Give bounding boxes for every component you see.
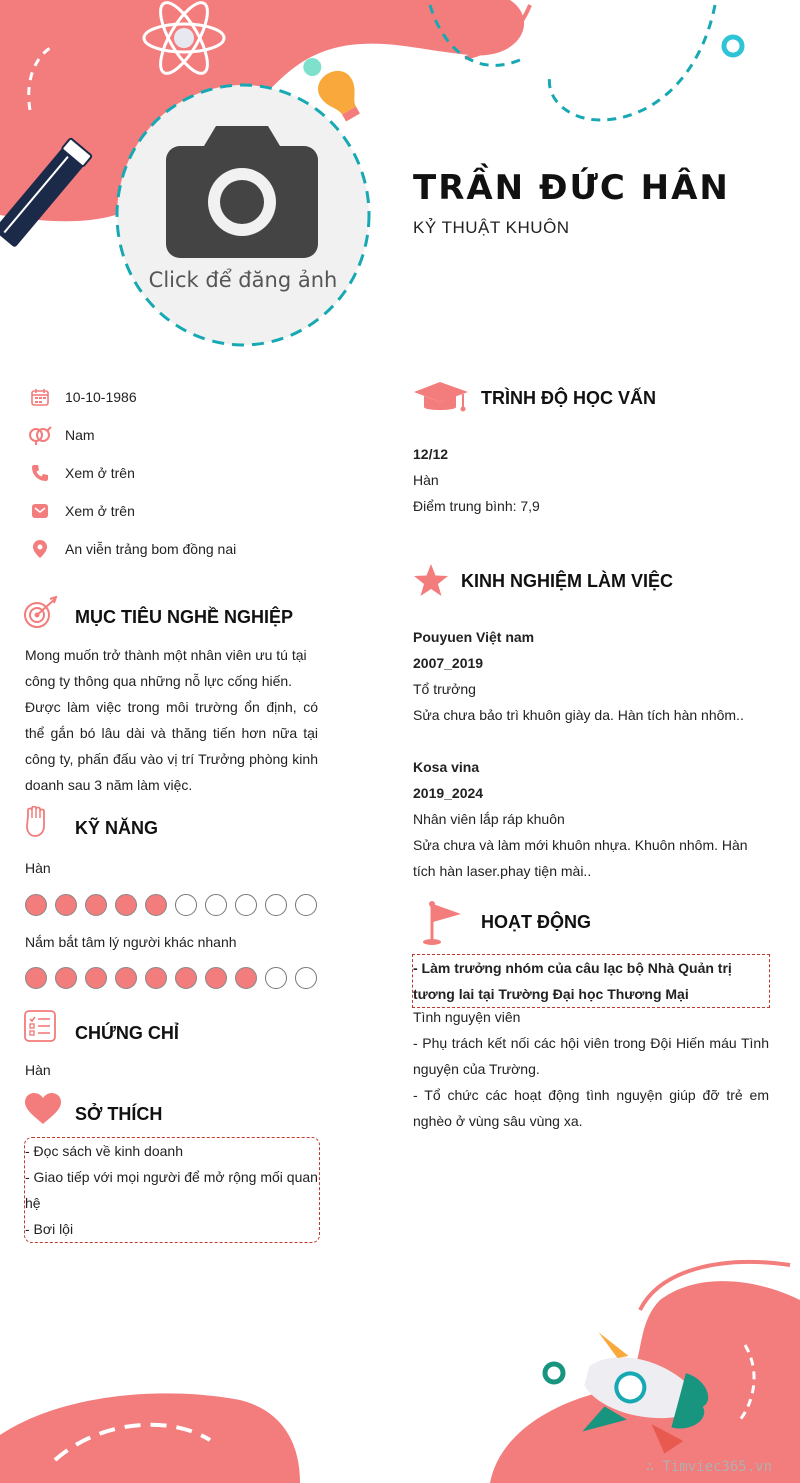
- activities-title: HOẠT ĐỘNG: [481, 912, 591, 932]
- hobby-item: - Đọc sách về kinh doanh: [25, 1143, 183, 1159]
- activity-highlight[interactable]: - Làm trưởng nhóm của câu lạc bộ Nhà Quản trị tương lai tại Trường Đại học Thương Mại: [412, 954, 770, 1008]
- fist-icon: [24, 806, 48, 838]
- objective-title: MỤC TIÊU NGHỀ NGHIỆP: [75, 607, 294, 627]
- objective-line-1: Mong muốn trở thành một nhân viên ưu tú tại: [25, 647, 307, 663]
- job-period: 2007_2019: [413, 655, 484, 671]
- skill-dot: [85, 967, 107, 989]
- birthday-value: 10-10-1986: [65, 389, 137, 405]
- checklist-icon: [24, 1010, 56, 1042]
- profile-photo-upload[interactable]: [112, 82, 374, 348]
- graduation-cap-icon: [413, 380, 469, 414]
- flag-icon: [418, 900, 464, 946]
- skill-dot: [145, 894, 167, 916]
- location-pin-icon: [28, 538, 52, 560]
- hobby-item: - Bơi lội: [25, 1221, 74, 1237]
- gender-icon: [28, 424, 52, 446]
- email-icon: [28, 500, 52, 522]
- candidate-name: TRẦN ĐỨC HÂN: [413, 168, 730, 208]
- objective-paragraph-2: Được làm việc trong môi trường ổn định, có thể gắn bó lâu dài và thăng tiến hơn nữa tại công ty, phấn đấu vào vị trí Trưởng phòng kinh doanh sau 3 năm làm việc.: [25, 699, 318, 793]
- skill-dot: [295, 967, 317, 989]
- skill-dot: [55, 894, 77, 916]
- job-position: Tổ trưởng: [413, 681, 476, 697]
- contact-address: [28, 538, 236, 560]
- skill-dot: [115, 967, 137, 989]
- job-period: 2019_2024: [413, 785, 484, 801]
- address-value: An viễn trảng bom đồng nai: [65, 541, 237, 557]
- watermark: ∴ Timviec365.vn: [645, 1459, 772, 1475]
- hobby-item: - Giao tiếp với mọi người để mở rộng mối quan hệ: [25, 1169, 318, 1211]
- phone-value: Xem ở trên: [65, 465, 135, 481]
- education-entry: [413, 441, 773, 519]
- job-description: Sửa chưa và làm mới khuôn nhựa. Khuôn nhôm. Hàn tích hàn laser.phay tiện mài..: [413, 837, 748, 879]
- phone-icon: [28, 462, 52, 484]
- activities-details: [413, 1004, 769, 1134]
- heart-icon: [24, 1092, 62, 1126]
- skill-dot: [265, 894, 287, 916]
- skill-rating-2: [25, 967, 325, 989]
- objective-text: [25, 642, 318, 798]
- email-value: Xem ở trên: [65, 503, 135, 519]
- skills-title: KỸ NĂNG: [75, 818, 159, 838]
- hobbies-title: SỞ THÍCH: [75, 1104, 163, 1124]
- contact-phone: [28, 462, 135, 484]
- education-period: 12/12: [413, 446, 449, 462]
- skill-name-1: Hàn: [25, 860, 51, 876]
- skill-name-2: Nắm bắt tâm lý người khác nhanh: [25, 934, 237, 950]
- hobbies-list[interactable]: [24, 1137, 320, 1243]
- experience-job-2: [413, 754, 769, 884]
- objective-line-2: công ty thông qua những nỗ lực cống hiến.: [25, 673, 293, 689]
- skill-dot: [295, 894, 317, 916]
- job-description: Sửa chưa bảo trì khuôn giày da. Hàn tích hàn nhôm..: [413, 707, 744, 723]
- skill-dot: [145, 967, 167, 989]
- job-position: Nhân viên lắp ráp khuôn: [413, 811, 565, 827]
- experience-job-1: [413, 624, 769, 728]
- calendar-icon: [28, 386, 52, 408]
- experience-title: KINH NGHIỆM LÀM VIỆC: [461, 571, 674, 591]
- job-company: Pouyuen Việt nam: [413, 629, 535, 645]
- photo-upload-label: Click để đăng ảnh: [148, 268, 338, 292]
- skill-dot: [25, 894, 47, 916]
- contact-birthday: [28, 386, 137, 408]
- skill-dot: [235, 894, 257, 916]
- certificate-item: Hàn: [25, 1062, 51, 1078]
- activity-line: - Phụ trách kết nối các hội viên trong Đội Hiến máu Tình nguyện của Trường.: [413, 1035, 769, 1077]
- education-gpa: Điểm trung bình: 7,9: [413, 498, 540, 514]
- job-title: KỶ THUẬT KHUÔN: [413, 218, 570, 237]
- skill-rating-1: [25, 894, 325, 916]
- skill-dot: [175, 894, 197, 916]
- star-icon: [413, 563, 449, 597]
- skill-dot: [235, 967, 257, 989]
- skill-dot: [55, 967, 77, 989]
- job-company: Kosa vina: [413, 759, 480, 775]
- contact-gender: [28, 424, 95, 446]
- activity-line: Tình nguyện viên: [413, 1009, 521, 1025]
- activity-line: - Tổ chức các hoạt động tình nguyện giúp đỡ trẻ em nghèo ở vùng sâu vùng xa.: [413, 1087, 769, 1129]
- education-title: TRÌNH ĐỘ HỌC VẤN: [481, 388, 656, 408]
- education-major: Hàn: [413, 472, 439, 488]
- target-icon: [22, 596, 60, 630]
- skill-dot: [175, 967, 197, 989]
- contact-email: [28, 500, 135, 522]
- gender-value: Nam: [65, 427, 95, 443]
- skill-dot: [265, 967, 287, 989]
- skill-dot: [85, 894, 107, 916]
- skill-dot: [205, 894, 227, 916]
- certificates-title: CHỨNG CHỈ: [75, 1023, 179, 1043]
- skill-dot: [25, 967, 47, 989]
- skill-dot: [205, 967, 227, 989]
- skill-dot: [115, 894, 137, 916]
